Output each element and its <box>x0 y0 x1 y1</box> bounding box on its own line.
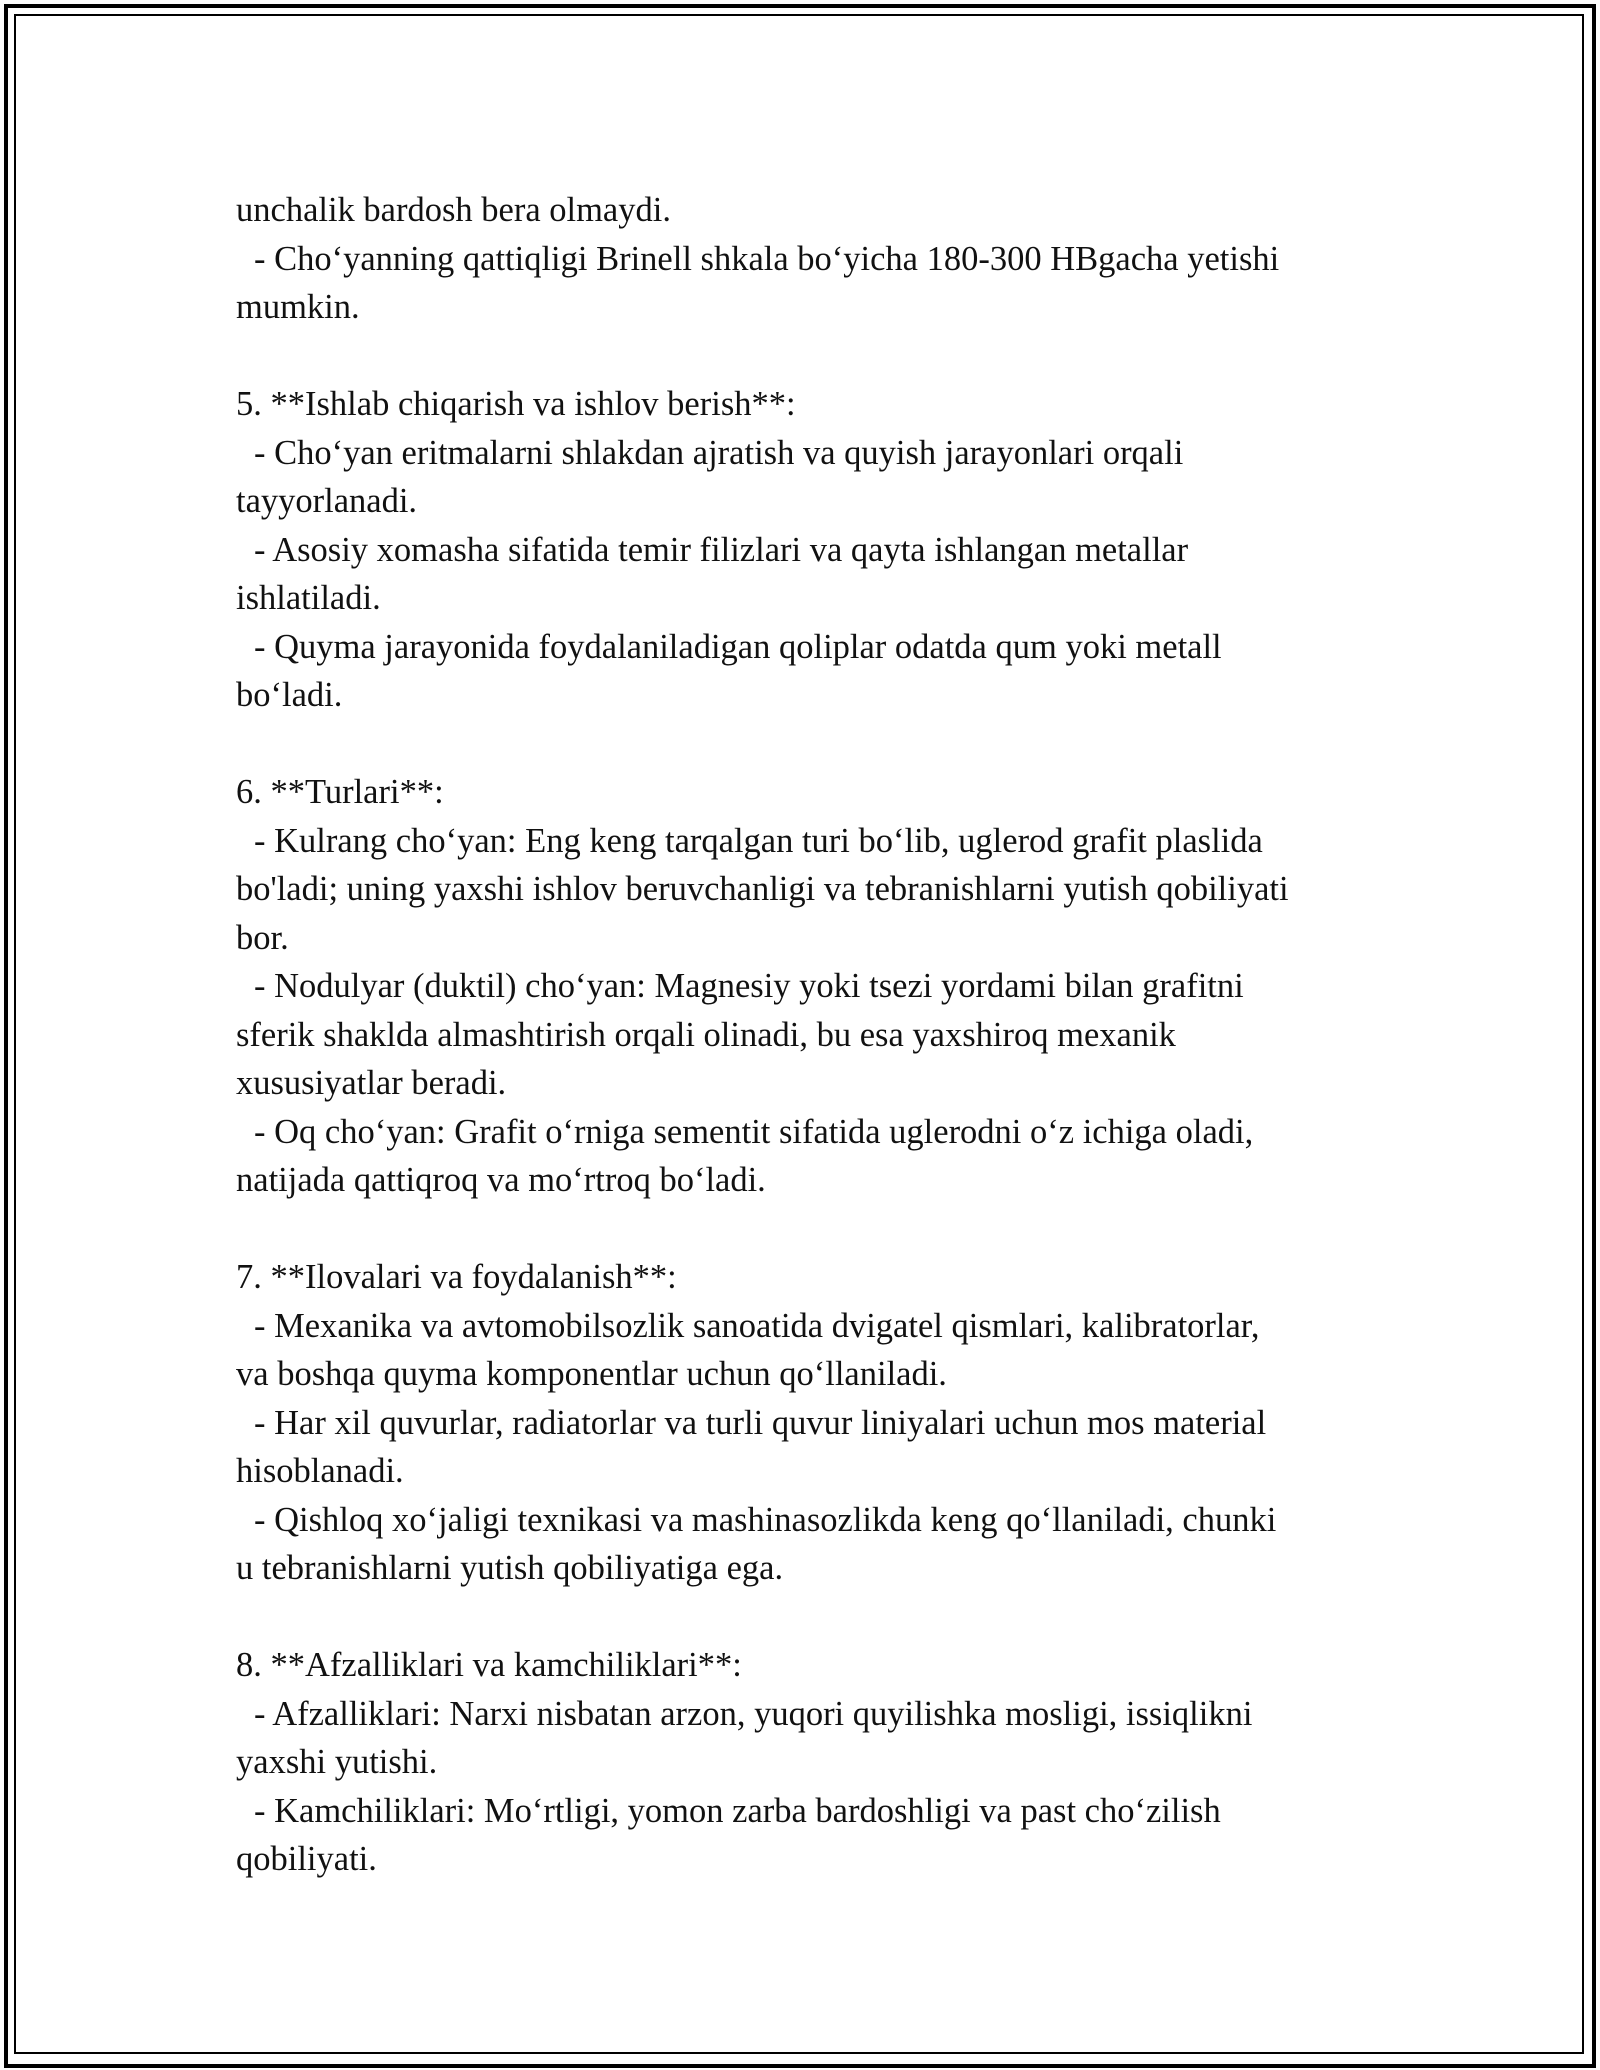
list-item-line: - Cho‘yan eritmalarni shlakdan ajratish va quyish jarayonlari orqali <box>254 433 1184 472</box>
text-line: hisoblanadi. <box>236 1452 404 1490</box>
blank-line <box>236 1593 1366 1642</box>
text-line: mumkin. <box>236 288 360 326</box>
section-heading: 8. **Afzalliklari va kamchiliklari**: <box>236 1646 742 1684</box>
section-heading: 5. **Ishlab chiqarish va ishlov berish**: <box>236 385 796 423</box>
list-item-line: - Afzalliklari: Narxi nisbatan arzon, yuqori quyilishka mosligi, issiqlikni <box>254 1694 1253 1733</box>
blank-line <box>236 1205 1366 1254</box>
blank-line <box>236 720 1366 769</box>
list-item-line: - Qishloq xo‘jaligi texnikasi va mashinasozlikda keng qo‘llaniladi, chunki <box>254 1500 1277 1539</box>
list-item-line: - Mexanika va avtomobilsozlik sanoatida dvigatel qismlari, kalibratorlar, <box>254 1306 1260 1345</box>
text-line: xususiyatlar beradi. <box>236 1064 507 1102</box>
list-item-line: - Oq cho‘yan: Grafit o‘rniga sementit sifatida uglerodni o‘z ichiga oladi, <box>254 1112 1254 1151</box>
section-heading: 6. **Turlari**: <box>236 773 444 811</box>
list-item-line: - Kamchiliklari: Mo‘rtligi, yomon zarba bardoshligi va past cho‘zilish <box>254 1791 1221 1830</box>
list-item-line: - Nodulyar (duktil) cho‘yan: Magnesiy yoki tsezi yordami bilan grafitni <box>254 967 1244 1005</box>
text-line: natijada qattiqroq va mo‘rtroq bo‘ladi. <box>236 1161 766 1199</box>
document-body <box>236 186 1366 1884</box>
text-line: va boshqa quyma komponentlar uchun qo‘llaniladi. <box>236 1355 947 1393</box>
text-line: sferik shaklda almashtirish orqali olinadi, bu esa yaxshiroq mexanik <box>236 1015 1176 1054</box>
list-item-line: - Kulrang cho‘yan: Eng keng tarqalgan turi bo‘lib, uglerod grafit plaslida <box>254 821 1263 860</box>
text-line: unchalik bardosh bera olmaydi. <box>236 191 671 229</box>
text-line: bo'ladi; uning yaxshi ishlov beruvchanligi va tebranishlarni yutish qobiliyati <box>236 870 1289 908</box>
text-line: ishlatiladi. <box>236 579 381 617</box>
text-line: yaxshi yutishi. <box>236 1743 438 1781</box>
section-heading: 7. **Ilovalari va foydalanish**: <box>236 1258 677 1296</box>
text-line: u tebranishlarni yutish qobiliyatiga ega. <box>236 1549 784 1587</box>
list-item-line: - Har xil quvurlar, radiatorlar va turli quvur liniyalari uchun mos material <box>254 1403 1267 1442</box>
list-item-line: - Asosiy xomasha sifatida temir filizlari va qayta ishlangan metallar <box>254 530 1189 569</box>
text-line: qobiliyati. <box>236 1840 377 1878</box>
text-line: bor. <box>236 918 289 957</box>
text-line: bo‘ladi. <box>236 676 343 714</box>
text-line: tayyorlanadi. <box>236 482 418 520</box>
list-item-line: - Quyma jarayonida foydalaniladigan qoliplar odatda qum yoki metall <box>254 627 1222 666</box>
list-item-line: - Cho‘yanning qattiqligi Brinell shkala bo‘yicha 180-300 HBgacha yetishi <box>254 239 1280 278</box>
blank-line <box>236 332 1366 381</box>
